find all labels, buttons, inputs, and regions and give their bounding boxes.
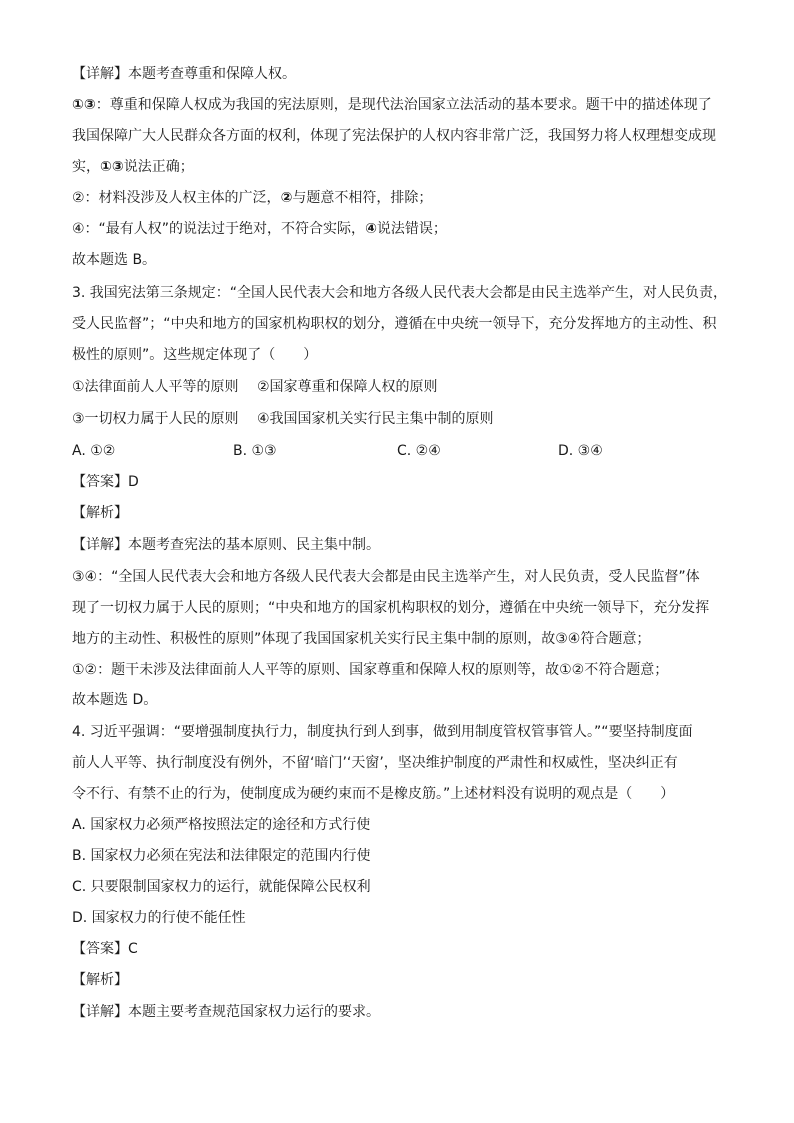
detail-line	[72, 157, 194, 177]
option-d: D. 国家权力的行使不能任性	[72, 910, 246, 926]
option-a: A. ①②	[72, 443, 116, 459]
question-4-stem: 前人人平等、执行制度没有例外，不留‘暗门’‘天窗’，坚决维护制度的严肃性和权威性，坚决纠正有	[72, 755, 678, 771]
detail-text: ②：材料没涉及人权主体的广泛，	[72, 190, 281, 206]
detail-text: 与题意不相符，排除；	[292, 190, 433, 206]
question-4-stem: 4. 习近平强调：“要增强制度执行力，制度执行到人到事，做到用制度管权管事管人。”“要坚持制度面	[72, 724, 693, 740]
detail-heading: 【详解】本题考查宪法的基本原则、民主集中制。	[72, 537, 380, 553]
option-a: A. 国家权力必须严格按照法定的途径和方式行使	[72, 817, 371, 833]
detail-text: ④：“最有人权”的说法过于绝对，不符合实际，	[72, 221, 366, 237]
question-3-stem: 受人民监督”；“中央和地方的国家机构职权的划分，遵循在中央统一领导下，充分发挥地方的主动性、积	[72, 316, 717, 332]
detail-line: 我国保障广大人民群众各方面的权利，体现了宪法保护的人权内容非常广泛，我国努力将人权理想变成现	[72, 128, 716, 144]
circled-number-label: ①③	[100, 159, 124, 175]
circled-number-label: ②	[280, 190, 293, 206]
analysis-heading: 【解析】	[72, 972, 128, 988]
conclusion-line: 故本题选 B。	[72, 252, 157, 268]
option-b: B. 国家权力必须在宪法和法律限定的范围内行使	[72, 848, 371, 864]
circled-number-label: ①③	[72, 97, 96, 113]
answer-line: 【答案】D	[72, 474, 139, 490]
detail-line: 地方的主动性、积极性的原则”体现了我国国家机关实行民主集中制的原则，故③④符合题意；	[72, 631, 651, 647]
analysis-heading: 【解析】	[72, 505, 128, 521]
conclusion-line: 故本题选 D。	[72, 692, 158, 708]
detail-line	[72, 95, 712, 115]
option-c: C. 只要限制国家权力的运行，就能保障公民权利	[72, 879, 371, 895]
question-3-statements: ③一切权力属于人民的原则 ④我国国家机关实行民主集中制的原则	[72, 411, 494, 427]
detail-heading: 【详解】本题主要考查规范国家权力运行的要求。	[72, 1004, 380, 1020]
option-b: B. ①③	[233, 443, 277, 459]
detail-line: 现了一切权力属于人民的原则；“中央和地方的国家机构职权的划分，遵循在中央统一领导下，充分发挥	[72, 600, 710, 616]
question-3-statements: ①法律面前人人平等的原则 ②国家尊重和保障人权的原则	[72, 379, 438, 395]
option-c: C. ②④	[397, 443, 441, 459]
detail-text: 说法正确；	[123, 159, 194, 175]
detail-line	[72, 188, 432, 208]
answer-line: 【答案】C	[72, 941, 138, 957]
detail-line	[72, 219, 447, 239]
question-4-stem: 令不行、有禁不止的行为，使制度成为硬约束而不是橡皮筋。”上述材料没有说明的观点是（ ）	[72, 786, 675, 802]
detail-line: ①②：题干未涉及法律面前人人平等的原则、国家尊重和保障人权的原则等，故①②不符合题意；	[72, 662, 669, 678]
detail-text: 说法错误；	[376, 221, 447, 237]
question-3-stem: 3. 我国宪法第三条规定：“全国人民代表大会和地方各级人民代表大会都是由民主选举产生，对人民负责，	[72, 285, 728, 301]
detail-text: ：尊重和保障人权成为我国的宪法原则，是现代法治国家立法活动的基本要求。题干中的描述体现了	[95, 97, 712, 113]
question-3-stem: 极性的原则”。这些规定体现了（ ）	[72, 347, 318, 363]
option-d: D. ③④	[558, 443, 603, 459]
detail-heading: 【详解】本题考查尊重和保障人权。	[72, 66, 296, 82]
detail-text: 实，	[72, 159, 100, 175]
detail-line: ③④：“全国人民代表大会和地方各级人民代表大会都是由民主选举产生，对人民负责，受人民监督”体	[72, 569, 700, 585]
circled-number-label: ④	[365, 221, 377, 237]
